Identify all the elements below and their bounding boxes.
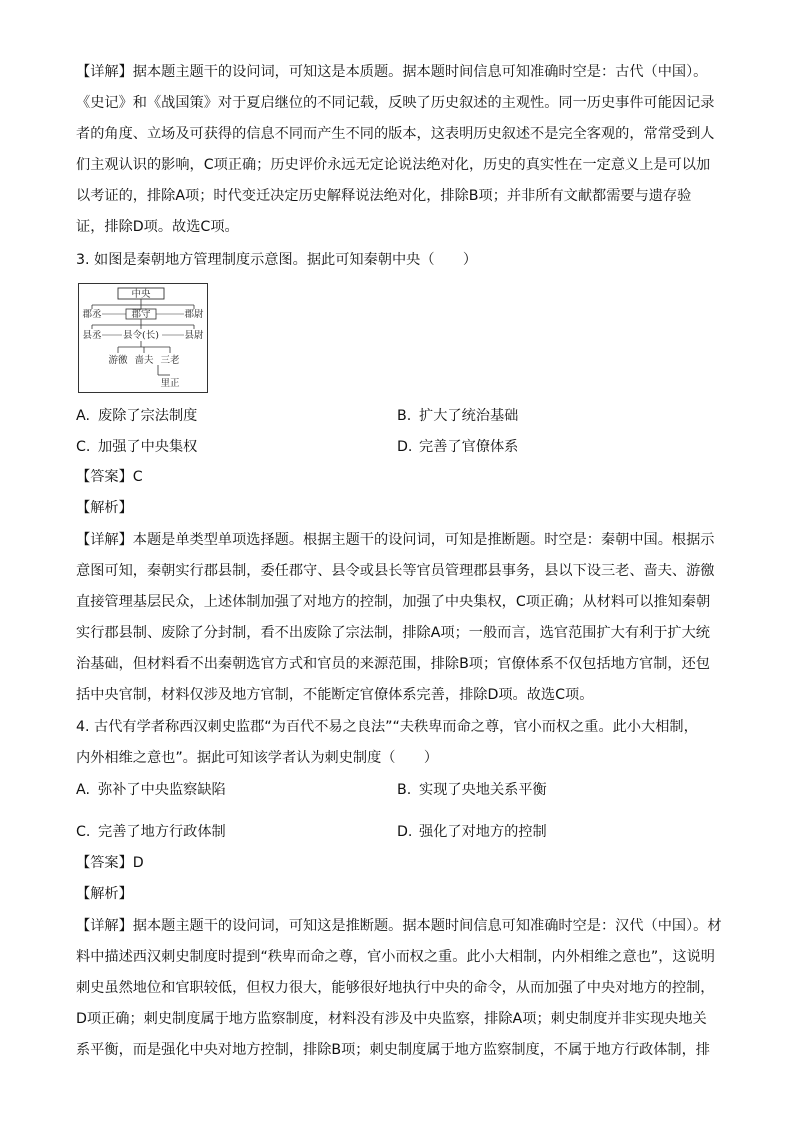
q3-analysis-line-5: 治基础，但材料看不出秦朝选官方式和官员的来源范围，排除B项；官僚体系不仅包括地方官制，还包 — [76, 656, 710, 672]
option-letter: D. — [397, 439, 413, 455]
q2-analysis-line-4: 们主观认识的影响，C项正确；历史评价永远无定论说法绝对化，历史的真实性在一定意义上是可以加 — [76, 157, 711, 173]
option-letter: A. — [76, 782, 90, 798]
q3-option-a[interactable] — [76, 406, 197, 426]
option-text: 废除了宗法制度 — [98, 408, 198, 424]
node-xianling: 县令(长) — [123, 330, 159, 341]
q3-stem: 3. 如图是秦朝地方管理制度示意图。据此可知秦朝中央（ ） — [76, 252, 478, 268]
option-letter: B. — [397, 782, 412, 798]
q2-analysis-line-6: 证，排除D项。故选C项。 — [76, 219, 239, 235]
option-text: 完善了地方行政体制 — [98, 824, 226, 840]
option-text: 弥补了中央监察缺陷 — [98, 782, 226, 798]
q4-option-b[interactable] — [397, 780, 547, 800]
q4-analysis-line-3: 刺史虽然地位和官职较低，但权力很大，能够很好地执行中央的命令，从而加强了中央对地方的控制， — [76, 980, 715, 996]
option-text: 强化了对地方的控制 — [419, 824, 547, 840]
q3-option-d[interactable] — [397, 437, 518, 457]
option-text: 扩大了统治基础 — [419, 408, 519, 424]
q3-answer: 【答案】C — [76, 469, 143, 485]
q2-analysis-line-5: 以考证的，排除A项；时代变迁决定历史解释说法绝对化，排除B项；并非所有文献都需要与遗存验 — [76, 188, 692, 204]
q4-answer: 【答案】D — [76, 855, 144, 871]
node-lizheng: 里正 — [160, 378, 180, 389]
q4-analysis-line-4: D项正确；刺史制度属于地方监察制度，材料没有涉及中央监察，排除A项；刺史制度并非实现央地关 — [76, 1011, 707, 1027]
q4-analysis-label: 【解析】 — [76, 886, 133, 902]
node-xianwei: 县尉 — [184, 330, 204, 341]
node-youjiao: 游徼 — [108, 355, 128, 366]
option-letter: C. — [76, 439, 91, 455]
q3-analysis-line-4: 实行郡县制、废除了分封制，看不出废除了宗法制，排除A项；一般而言，选官范围扩大有利于扩大统 — [76, 625, 710, 641]
qin-admin-diagram — [78, 283, 208, 393]
q2-analysis-line-1: 【详解】据本题主题干的设问词，可知这是本质题。据本题时间信息可知准确时空是：古代（中国）。 — [76, 64, 708, 80]
option-text: 完善了官僚体系 — [419, 439, 519, 455]
q2-analysis-line-2: 《史记》和《战国策》对于夏启继位的不同记载，反映了历史叙述的主观性。同一历史事件可能因记录 — [76, 95, 715, 111]
node-junshou: 郡守 — [131, 309, 151, 320]
node-zhongyang: 中央 — [131, 289, 151, 300]
option-letter: B. — [397, 408, 412, 424]
option-letter: A. — [76, 408, 90, 424]
q3-analysis-line-2: 意图可知，秦朝实行郡县制，委任郡守、县令或县长等官员管理郡县事务，县以下设三老、啬夫、游徼 — [76, 563, 715, 579]
q4-option-a[interactable] — [76, 780, 226, 800]
q3-analysis-line-3: 直接管理基层民众，上述体制加强了对地方的控制，加强了中央集权，C项正确；从材料可以推知秦朝 — [76, 594, 711, 610]
q4-analysis-line-5: 系平衡，而是强化中央对地方控制，排除B项；刺史制度属于地方监察制度，不属于地方行政体制，排 — [76, 1042, 710, 1058]
option-text: 加强了中央集权 — [98, 439, 198, 455]
q4-option-d[interactable] — [397, 822, 547, 842]
q4-option-c[interactable] — [76, 822, 226, 842]
q3-analysis-label: 【解析】 — [76, 500, 133, 516]
node-xianchen: 县丞 — [82, 330, 102, 341]
option-letter: D. — [397, 824, 413, 840]
option-letter: C. — [76, 824, 91, 840]
q3-option-c[interactable] — [76, 437, 197, 457]
q3-option-b[interactable] — [397, 406, 518, 426]
option-text: 实现了央地关系平衡 — [419, 782, 547, 798]
q3-analysis-line-1: 【详解】本题是单类型单项选择题。根据主题干的设问词，可知是推断题。时空是：秦朝中国。根据示 — [76, 532, 715, 548]
q4-stem-line-1: 4. 古代有学者称西汉刺史监郡“为百代不易之良法”“夫秩卑而命之尊，官小而权之重。此小大相制， — [76, 719, 698, 735]
node-junchen: 郡丞 — [82, 309, 102, 320]
node-junwei: 郡尉 — [184, 309, 204, 320]
q4-analysis-line-1: 【详解】据本题主题干的设问词，可知这是推断题。据本题时间信息可知准确时空是：汉代（中国）。材 — [76, 918, 722, 934]
q2-analysis-line-3: 者的角度、立场及可获得的信息不同而产生不同的版本，这表明历史叙述不是完全客观的，常常受到人 — [76, 126, 715, 142]
q3-analysis-line-6: 括中央官制，材料仅涉及地方官制，不能断定官僚体系完善，排除D项。故选C项。 — [76, 687, 594, 703]
node-sanlao: 三老 — [160, 355, 180, 366]
q4-analysis-line-2: 料中描述西汉刺史制度时提到“秩卑而命之尊，官小而权之重。此小大相制，内外相维之意也”，这说明 — [76, 949, 715, 965]
node-sefu: 啬夫 — [134, 355, 154, 366]
q4-stem-line-2: 内外相维之意也”。据此可知该学者认为刺史制度（ ） — [76, 750, 439, 766]
